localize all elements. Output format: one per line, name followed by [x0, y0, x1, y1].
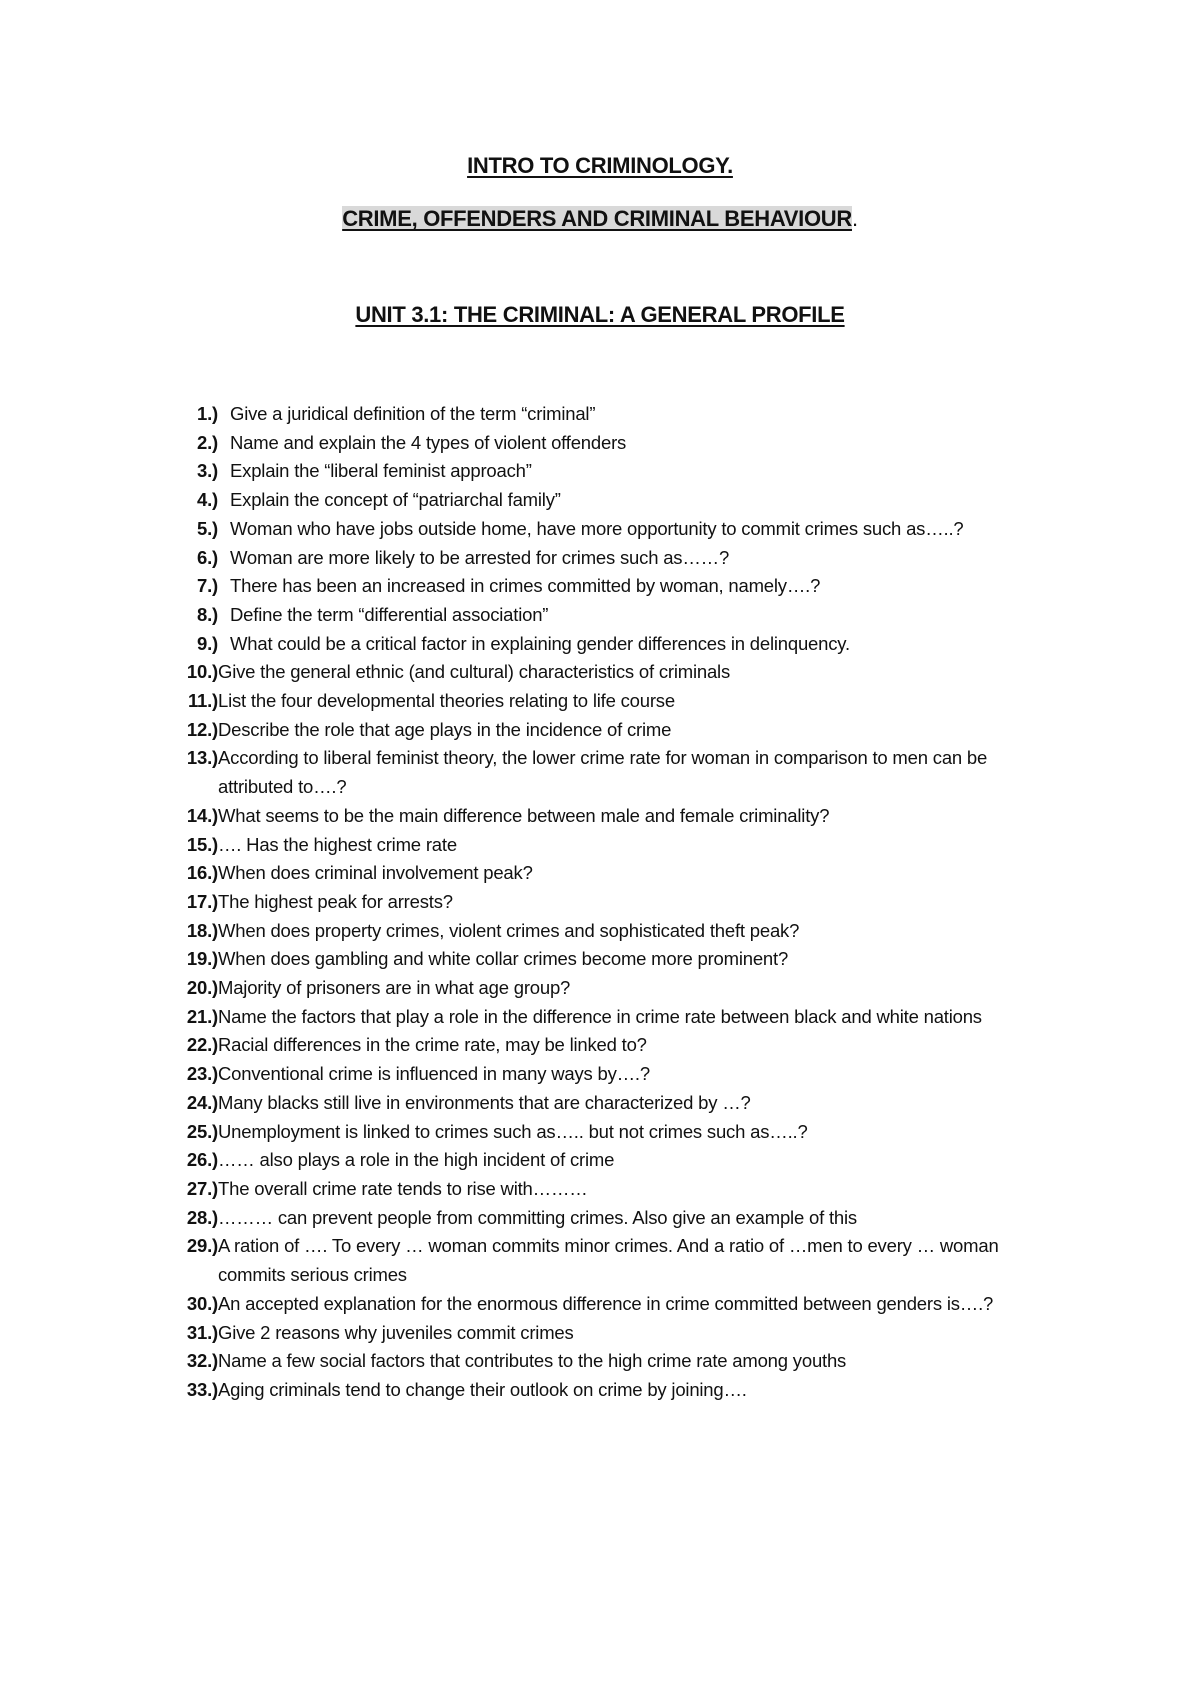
question-number: 23.): [186, 1063, 218, 1085]
question-number: 15.): [186, 833, 218, 855]
question-number: 22.): [186, 1034, 218, 1056]
question-item: [154, 429, 1054, 458]
unit-heading-text: UNIT 3.1: THE CRIMINAL: A GENERAL PROFILE: [355, 302, 845, 327]
question-number: 12.): [186, 718, 218, 740]
question-number: 10.): [186, 661, 218, 683]
question-text: Many blacks still live in environments that are characterized by …?: [218, 1091, 751, 1113]
question-item: [154, 974, 1054, 1003]
question-item: [154, 744, 1054, 801]
question-number: 33.): [186, 1378, 218, 1400]
question-item: [154, 1060, 1054, 1089]
question-item: [154, 457, 1054, 486]
question-text: Give 2 reasons why juveniles commit crimes: [218, 1321, 574, 1343]
question-number: 27.): [186, 1177, 218, 1199]
question-text: Majority of prisoners are in what age group?: [218, 977, 571, 999]
question-number: 6.): [197, 546, 218, 568]
question-number: 21.): [186, 1005, 218, 1027]
question-number: 7.): [197, 575, 218, 597]
unit-heading: [0, 302, 1200, 328]
question-number: 2.): [197, 431, 218, 453]
question-number: 17.): [186, 890, 218, 912]
question-item: [154, 687, 1054, 716]
question-number: 19.): [186, 948, 218, 970]
question-number: 14.): [186, 804, 218, 826]
question-item: [154, 1003, 1054, 1032]
question-item: [154, 859, 1054, 888]
question-item: [154, 1376, 1054, 1405]
question-text: List the four developmental theories relating to life course: [218, 690, 675, 712]
question-number: 30.): [186, 1292, 218, 1314]
question-item: [154, 716, 1054, 745]
subtitle-suffix: .: [851, 206, 858, 231]
question-number: 20.): [186, 977, 218, 999]
question-item: [154, 400, 1054, 429]
question-text: What seems to be the main difference between male and female criminality?: [218, 804, 830, 826]
question-text: An accepted explanation for the enormous difference in crime committed between genders is….?: [218, 1292, 994, 1314]
question-text: There has been an increased in crimes committed by woman, namely….?: [230, 575, 821, 597]
document-subtitle: [0, 206, 1200, 232]
subtitle-text: CRIME, OFFENDERS AND CRIMINAL BEHAVIOUR: [342, 206, 852, 231]
question-text: …. Has the highest crime rate: [218, 833, 457, 855]
question-text: The overall crime rate tends to rise with………: [218, 1177, 588, 1199]
question-text: According to liberal feminist theory, the lower crime rate for woman in comparison to men can be attributed to….?: [218, 747, 988, 798]
question-item: [154, 1290, 1054, 1319]
question-number: 28.): [186, 1206, 218, 1228]
question-item: [154, 1118, 1054, 1147]
question-item: [154, 831, 1054, 860]
question-text: What could be a critical factor in explaining gender differences in delinquency.: [230, 632, 850, 654]
question-number: 32.): [186, 1350, 218, 1372]
question-item: [154, 1347, 1054, 1376]
question-number: 9.): [197, 632, 218, 654]
question-text: The highest peak for arrests?: [218, 890, 453, 912]
question-text: Conventional crime is influenced in many ways by….?: [218, 1063, 650, 1085]
question-text: When does criminal involvement peak?: [218, 862, 533, 884]
question-text: …… also plays a role in the high incident of crime: [218, 1149, 615, 1171]
question-text: Aging criminals tend to change their outlook on crime by joining….: [218, 1378, 747, 1400]
question-text: Name and explain the 4 types of violent offenders: [230, 431, 627, 453]
question-number: 25.): [186, 1120, 218, 1142]
question-text: Name the factors that play a role in the difference in crime rate between black and white nations: [218, 1005, 982, 1027]
question-text: Racial differences in the crime rate, may be linked to?: [218, 1034, 647, 1056]
question-text: Describe the role that age plays in the incidence of crime: [218, 718, 672, 740]
question-item: [154, 802, 1054, 831]
question-item: [154, 1232, 1054, 1289]
question-text: ……… can prevent people from committing crimes. Also give an example of this: [218, 1206, 857, 1228]
question-item: [154, 1204, 1054, 1233]
question-item: [154, 917, 1054, 946]
document-title: [0, 153, 1200, 179]
question-number: 31.): [186, 1321, 218, 1343]
question-text: Explain the “liberal feminist approach”: [230, 460, 532, 482]
question-number: 26.): [186, 1149, 218, 1171]
question-text: Explain the concept of “patriarchal family”: [230, 489, 561, 511]
title-text: INTRO TO CRIMINOLOGY.: [467, 153, 733, 178]
question-text: Name a few social factors that contributes to the high crime rate among youths: [218, 1350, 847, 1372]
question-number: 1.): [197, 403, 218, 424]
question-number: 5.): [197, 517, 218, 539]
question-item: [154, 1031, 1054, 1060]
question-text: Woman are more likely to be arrested for crimes such as……?: [230, 546, 730, 568]
question-item: [154, 515, 1054, 544]
question-list: [154, 400, 1054, 1405]
question-item: [154, 1089, 1054, 1118]
question-item: [154, 1319, 1054, 1348]
question-text: Woman who have jobs outside home, have more opportunity to commit crimes such as…..?: [230, 517, 964, 539]
question-text: When does property crimes, violent crimes and sophisticated theft peak?: [218, 919, 800, 941]
question-text: Unemployment is linked to crimes such as….. but not crimes such as…..?: [218, 1120, 808, 1142]
question-item: [154, 1146, 1054, 1175]
question-item: [154, 1175, 1054, 1204]
question-item: [154, 572, 1054, 601]
question-number: 24.): [186, 1091, 218, 1113]
question-number: 18.): [186, 919, 218, 941]
question-text: Give the general ethnic (and cultural) characteristics of criminals: [218, 661, 731, 683]
question-item: [154, 630, 1054, 659]
question-text: Define the term “differential association”: [230, 603, 549, 625]
question-text: Give a juridical definition of the term “criminal”: [230, 403, 596, 424]
question-number: 8.): [197, 603, 218, 625]
question-item: [154, 544, 1054, 573]
question-item: [154, 945, 1054, 974]
question-item: [154, 658, 1054, 687]
question-item: [154, 601, 1054, 630]
question-number: 29.): [186, 1235, 218, 1257]
question-number: 11.): [187, 690, 218, 712]
question-text: When does gambling and white collar crimes become more prominent?: [218, 948, 789, 970]
question-number: 4.): [197, 489, 218, 511]
question-item: [154, 486, 1054, 515]
question-number: 16.): [186, 862, 218, 884]
question-text: A ration of …. To every … woman commits minor crimes. And a ratio of …men to every … woman commits serious crimes: [218, 1235, 999, 1286]
question-number: 13.): [186, 747, 218, 769]
question-item: [154, 888, 1054, 917]
question-number: 3.): [197, 460, 218, 482]
